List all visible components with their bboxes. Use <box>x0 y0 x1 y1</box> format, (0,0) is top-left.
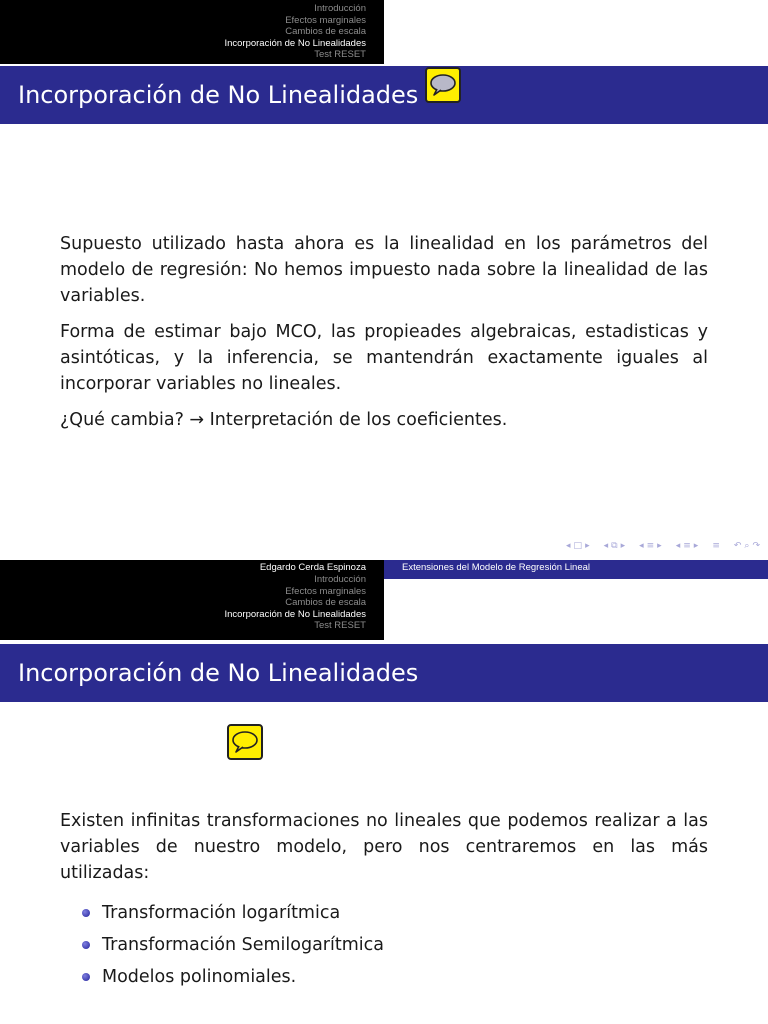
nav-section-introduccion[interactable]: Introducción <box>314 574 366 585</box>
square-icon[interactable]: □ <box>573 541 583 551</box>
section-list <box>0 574 384 632</box>
frame-title: Incorporación de No Linealidades <box>18 659 419 687</box>
nav-section-cambios-de-escala[interactable]: Cambios de escala <box>285 597 366 608</box>
nav-section-cambios-de-escala[interactable]: Cambios de escala <box>285 26 366 37</box>
paragraph-intro: Existen infinitas transformaciones no lineales que podemos realizar a las variables de nuestro modelo, pero nos centraremos en las más utilizadas: <box>60 811 708 883</box>
bullet-text: Transformación logarítmica <box>102 903 341 923</box>
section-list <box>0 3 384 61</box>
triangle-left-icon[interactable]: ◂ <box>639 541 644 551</box>
slide-2-content <box>60 808 708 996</box>
triangle-right-icon[interactable]: ▸ <box>657 541 662 551</box>
nav-section-efectos-marginales[interactable]: Efectos marginales <box>285 14 366 26</box>
section-navigation <box>0 560 384 640</box>
paragraph-mco: Forma de estimar bajo MCO, las propieades algebraicas, estadisticas y asintóticas, y la inferencia, se mantendrán exactamente iguales al incorporar variables no lineales. <box>60 322 708 394</box>
search-icon[interactable]: ⌕ <box>744 541 750 551</box>
list-item <box>60 964 708 990</box>
redo-icon[interactable]: ↷ <box>752 541 760 551</box>
triangle-left-icon[interactable]: ◂ <box>603 541 609 551</box>
triangle-right-icon[interactable]: ▸ <box>585 541 590 551</box>
document-title: Extensiones del Modelo de Regresión Lineal <box>402 562 591 573</box>
lines-icon[interactable]: ≡ <box>646 541 655 551</box>
header-right <box>384 560 768 579</box>
nav-section-test-reset[interactable]: Test RESET <box>314 49 366 60</box>
paragraph-linealidad: Supuesto utilizado hasta ahora es la linealidad en los parámetros del modelo de regresión: No hemos impuesto nada sobre la linealidad de las variables. <box>60 234 708 306</box>
bullet-icon <box>82 973 90 981</box>
section-navigation <box>0 0 384 64</box>
beamer-navigation-symbols <box>566 540 760 552</box>
speech-bubble-icon <box>231 730 259 754</box>
header-right-blank <box>384 0 768 64</box>
header-bar <box>0 0 768 64</box>
frame-title: Incorporación de No Linealidades <box>18 81 419 109</box>
frame-title-bar <box>0 644 768 702</box>
nav-section-efectos-marginales[interactable]: Efectos marginales <box>285 585 366 597</box>
undo-icon[interactable]: ↶ <box>733 541 742 551</box>
list-item <box>60 932 708 958</box>
bullet-text: Modelos polinomiales. <box>102 967 297 987</box>
bullet-text: Transformación Semilogarítmica <box>102 935 384 955</box>
list-item <box>60 900 708 926</box>
lines-icon[interactable]: ≡ <box>712 541 720 551</box>
paragraph-que-cambia: ¿Qué cambia? → Interpretación de los coeficientes. <box>60 410 508 430</box>
slide-2 <box>0 560 768 1024</box>
nav-section-introduccion[interactable]: Introducción <box>314 3 366 14</box>
triangle-left-icon[interactable]: ◂ <box>566 541 571 551</box>
bullet-icon <box>82 941 90 949</box>
nav-section-no-linealidades[interactable]: Incorporación de No Linealidades <box>224 37 366 49</box>
nav-section-no-linealidades[interactable]: Incorporación de No Linealidades <box>224 608 366 620</box>
frames-stack-icon[interactable]: ⧉ <box>611 541 618 551</box>
slide-1-content <box>60 231 708 443</box>
nav-section-test-reset[interactable]: Test RESET <box>314 620 366 631</box>
author-name: Edgardo Cerda Espinoza <box>259 562 366 573</box>
lines-icon[interactable]: ≡ <box>683 541 691 551</box>
speech-bubble-icon <box>429 73 457 97</box>
bullet-list <box>60 900 708 990</box>
triangle-right-icon[interactable]: ▸ <box>693 541 699 551</box>
frame-title-bar <box>0 66 768 124</box>
triangle-right-icon[interactable]: ▸ <box>620 541 626 551</box>
comment-annotation-icon[interactable] <box>425 67 461 103</box>
bullet-icon <box>82 909 90 917</box>
header-bar <box>0 560 768 640</box>
comment-annotation-icon[interactable] <box>227 724 263 760</box>
triangle-left-icon[interactable]: ◂ <box>675 541 681 551</box>
